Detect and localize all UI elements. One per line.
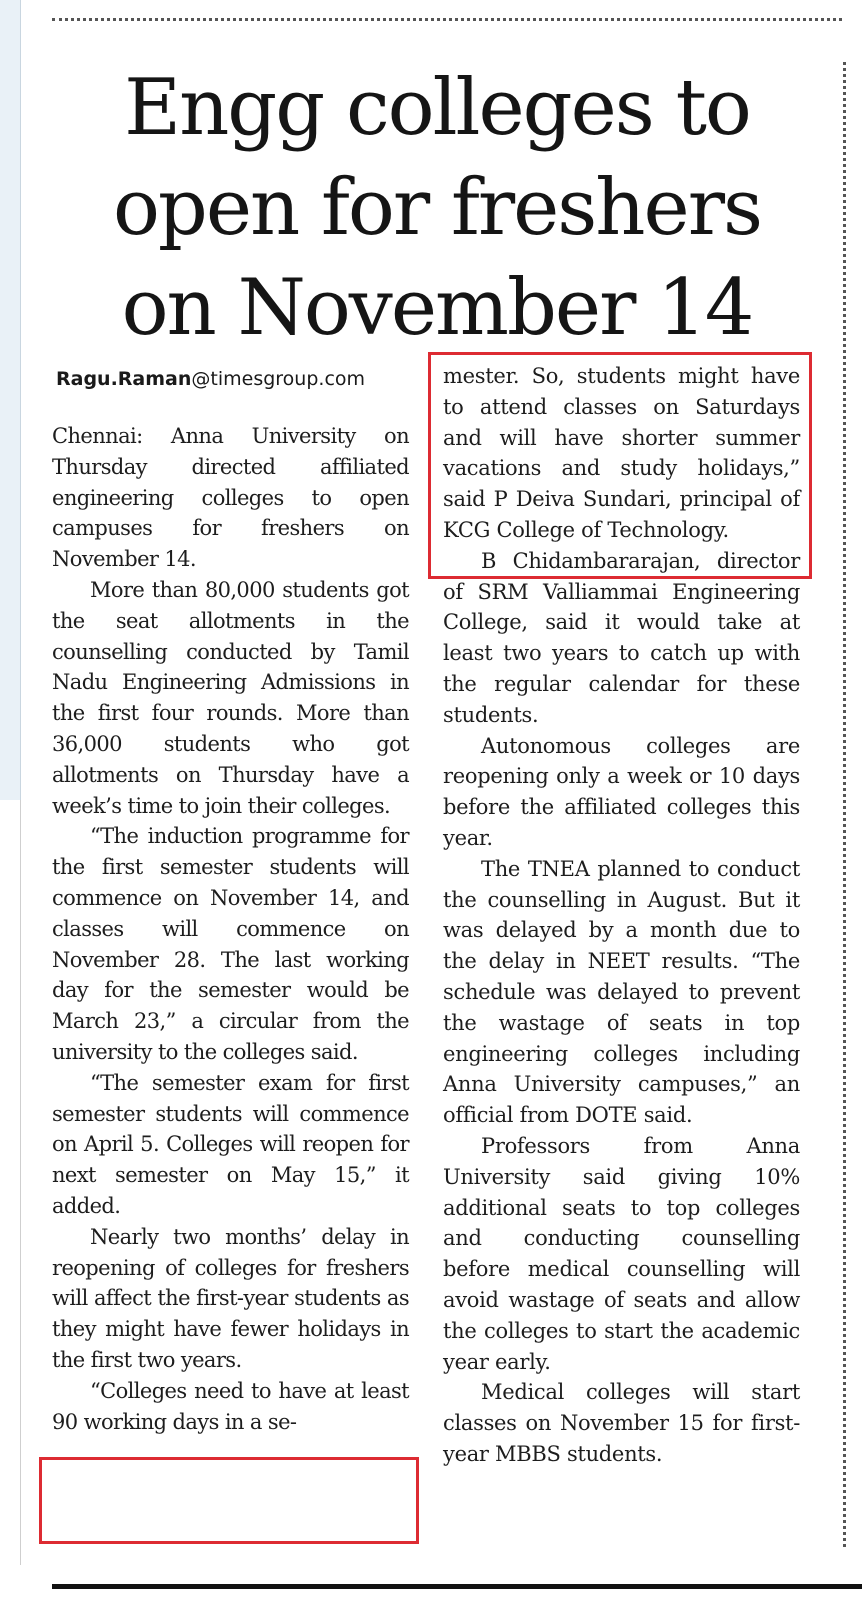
adjacent-column-strip xyxy=(0,0,21,800)
paragraph: “Colleges need to have at least 90 working days in a se- xyxy=(52,1378,409,1434)
paragraph: Chennai: Anna University on Thursday directed affiliated engineering colleges to open campuses for freshers on November 14. xyxy=(52,424,409,572)
paragraph: Nearly two months’ delay in reopening of colleges for freshers will affect the first-year students as they might have fewer holidays in the first two years. xyxy=(52,1224,409,1372)
paragraph: More than 80,000 students got the seat allotments in the counselling conducted by Tamil Nadu Engineering Admissions in the first four rounds. More than 36,000 students who got allotments on Thursday have a week’s time to join their colleges. xyxy=(52,577,409,818)
byline-name: Ragu.Raman xyxy=(56,368,192,390)
paragraph: Autonomous colleges are reopening only a week or 10 days before the affiliated colleges this year. xyxy=(443,733,800,850)
left-column-rule xyxy=(20,800,21,1565)
right-dotted-rule xyxy=(843,62,846,1547)
paragraph: “The semester exam for first semester students will commence on April 5. Colleges will reopen for next semester on May 15,” it added. xyxy=(52,1070,409,1218)
paragraph: Professors from Anna University said giving 10% additional seats to top colleges and conducting counselling before medical counselling will avoid wastage of seats and allow the colleges to start the academic year early. xyxy=(443,1133,800,1374)
paragraph: “The induction programme for the first semester students will commence on November 14, and classes will commence on November 28. The last working day for the semester would be March 23,” a circular from the university to the colleges said. xyxy=(52,824,409,1064)
headline-line: open for freshers xyxy=(112,163,762,253)
article-column-1 xyxy=(52,421,409,1437)
bottom-rule xyxy=(52,1584,862,1589)
headline xyxy=(52,58,822,358)
headline-line: on November 14 xyxy=(121,263,753,353)
paragraph: mester. So, students might have to attend classes on Saturdays and will have shorter summer vacations and study holidays,” said P Deiva Sundari, principal of KCG College of Technology. xyxy=(443,364,800,542)
highlight-box-quote-end xyxy=(428,352,812,579)
top-dotted-rule xyxy=(52,18,842,21)
byline xyxy=(56,366,416,392)
paragraph: Medical colleges will start classes on November 15 for first-year MBBS students. xyxy=(443,1380,800,1466)
headline-line: Engg colleges to xyxy=(124,63,750,153)
byline-domain: @timesgroup.com xyxy=(191,368,366,390)
paragraph: The TNEA planned to conduct the counselling in August. But it was delayed by a month due to the delay in NEET results. “The schedule was delayed to prevent the wastage of seats in top engineering colleges including Anna University campuses,” an official from DOTE said. xyxy=(443,856,800,1128)
paragraph: B Chidambararajan, director of SRM Valliammai Engineering College, said it would take at least two years to catch up with the regular calendar for these students. xyxy=(443,548,800,727)
highlight-box-quote-start xyxy=(39,1457,419,1544)
